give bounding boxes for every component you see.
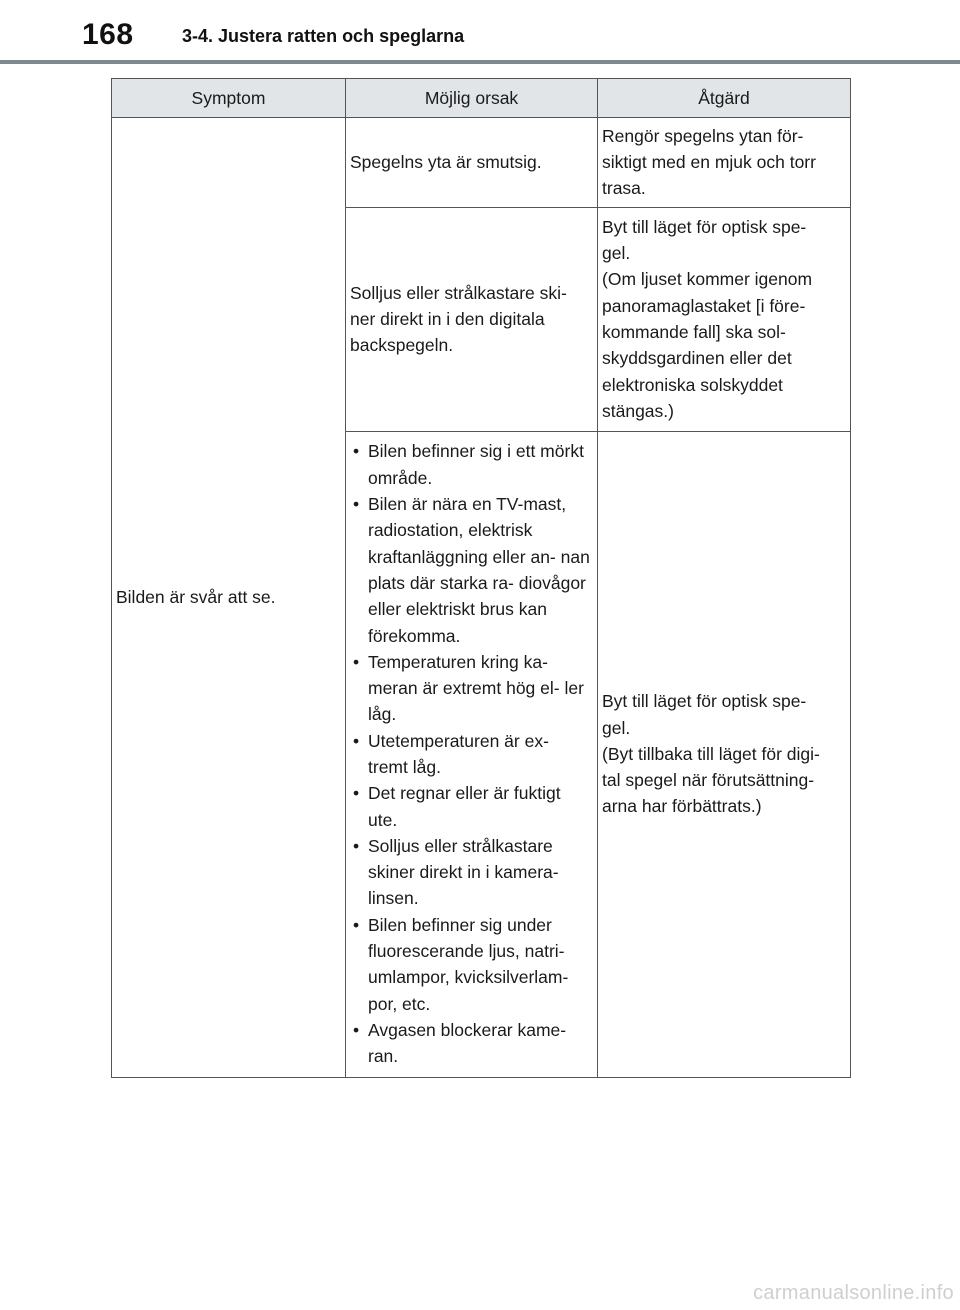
cause-list-item: • Temperaturen kring ka- meran är extremt hög el- ler låg. <box>350 649 593 728</box>
column-header-symptom: Symptom <box>112 79 346 118</box>
action-cell: Byt till läget för optisk spe- gel. (Byt tillbaka till läget för digi- tal spegel när förutsättning- arna har förbättrats.) <box>598 432 851 1078</box>
symptom-cell: Bilden är svår att se. <box>112 118 346 1078</box>
cause-list-item: • Bilen är nära en TV-mast, radiostation, elektrisk kraftanläggning eller an- nan plats där starka ra- diovågor eller elektriskt brus kan förekomma. <box>350 491 593 649</box>
cause-cell <box>346 432 598 1078</box>
cause-list <box>350 438 593 1069</box>
table-row <box>112 118 851 208</box>
watermark: carmanualsonline.info <box>753 1282 954 1304</box>
column-header-cause: Möjlig orsak <box>346 79 598 118</box>
action-cell: Rengör spegelns ytan för- siktigt med en mjuk och torr trasa. <box>598 118 851 208</box>
page-number: 168 <box>82 18 134 51</box>
cause-list-item: • Utetemperaturen är ex- tremt låg. <box>350 728 593 781</box>
cause-list-item: • Bilen befinner sig i ett mörkt område. <box>350 438 593 491</box>
table-header-row <box>112 79 851 118</box>
section-title: 3-4. Justera ratten och speglarna <box>182 26 465 46</box>
action-cell: Byt till läget för optisk spe- gel. (Om ljuset kommer igenom panoramaglastaket [i före- kommande fall] ska sol- skyddsgardinen eller det elektroniska solskyddet stängas.) <box>598 208 851 432</box>
cause-cell: Spegelns yta är smutsig. <box>346 118 598 208</box>
header-divider <box>0 60 960 64</box>
cause-list-item: • Avgasen blockerar kame- ran. <box>350 1017 593 1070</box>
column-header-action: Åtgärd <box>598 79 851 118</box>
troubleshooting-table <box>111 78 851 1078</box>
cause-list-item: • Solljus eller strålkastare skiner direkt in i kamera- linsen. <box>350 833 593 912</box>
cause-cell: Solljus eller strålkastare ski- ner direkt in i den digitala backspegeln. <box>346 208 598 432</box>
cause-list-item: • Det regnar eller är fuktigt ute. <box>350 780 593 833</box>
cause-list-item: • Bilen befinner sig under fluorescerande ljus, natri- umlampor, kvicksilverlam- por, etc. <box>350 912 593 1017</box>
